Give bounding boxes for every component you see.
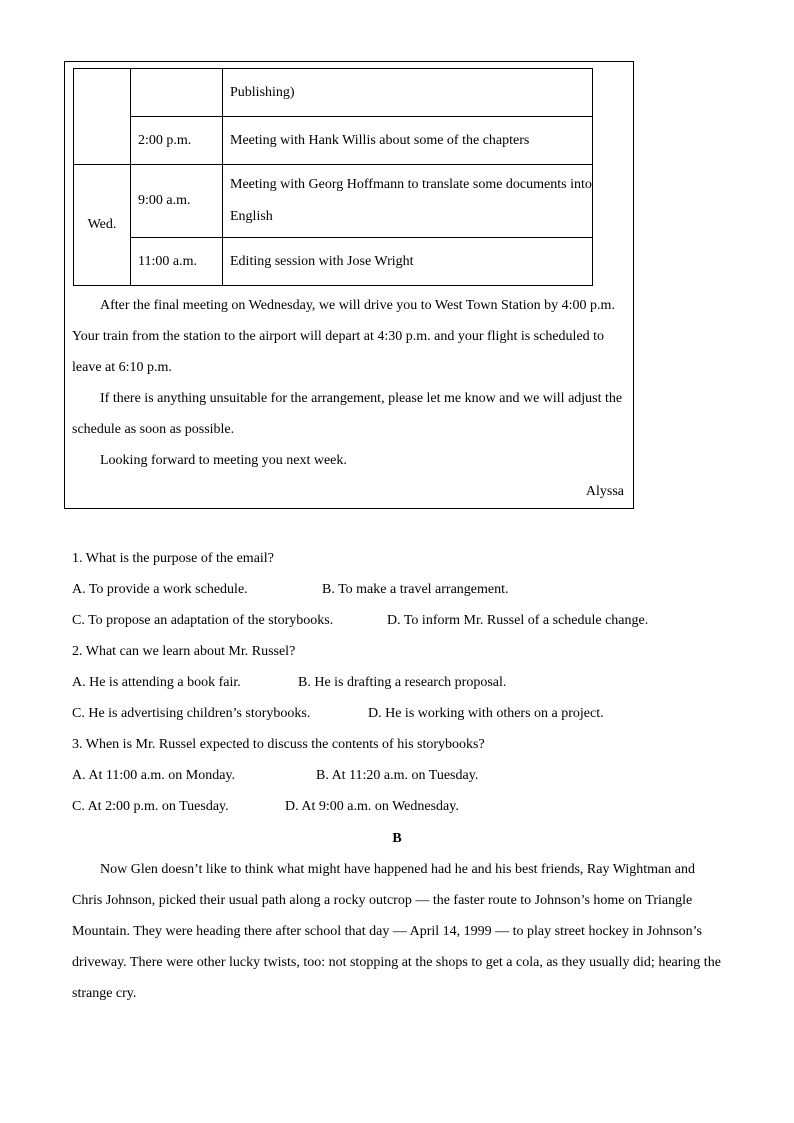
day-cell [74,69,131,165]
option-row [72,791,732,822]
option-c: C. To propose an adaptation of the storybooks. [72,613,334,628]
time-cell: 9:00 a.m. [131,165,223,238]
schedule-row [74,69,593,117]
schedule-row [74,165,593,238]
option-b: B. He is drafting a research proposal. [298,675,507,690]
activity-cell: Publishing) [223,69,593,117]
email-box [64,61,634,509]
option-row [72,698,732,729]
reading-passage [72,854,722,1009]
question-stem: 1. What is the purpose of the email? [72,551,274,566]
option-d: D. At 9:00 a.m. on Wednesday. [285,799,459,814]
option-d: D. He is working with others on a project. [368,706,604,721]
activity-cell: Meeting with Georg Hoffmann to translate some documents into English [223,165,593,238]
question-stem: 2. What can we learn about Mr. Russel? [72,644,296,659]
section-heading: B [392,831,402,846]
option-b: B. At 11:20 a.m. on Tuesday. [316,768,479,783]
schedule-row [74,238,593,286]
email-signature: Alyssa [585,484,624,499]
option-d: D. To inform Mr. Russel of a schedule change. [387,613,649,628]
time-cell: 11:00 a.m. [131,238,223,286]
option-b: B. To make a travel arrangement. [322,582,509,597]
question-list [72,543,732,822]
day-cell: Wed. [74,165,131,286]
time-cell: 2:00 p.m. [131,117,223,165]
time-cell [131,69,223,117]
email-paragraph: After the final meeting on Wednesday, we will drive you to West Town Station by 4:00 p.m. Your train from the station to the airport will depart at 4:30 p.m. and your flight is scheduled to leave at 6:10 p.m. [72,298,615,375]
option-a: A. He is attending a book fair. [72,675,241,690]
schedule-row [74,117,593,165]
activity-cell: Meeting with Hank Willis about some of the chapters [223,117,593,165]
option-row [72,667,732,698]
option-a: A. At 11:00 a.m. on Monday. [72,768,236,783]
passage-paragraph: Now Glen doesn’t like to think what might have happened had he and his best friends, Ray Wightman and Chris Johnson, picked their usual path along a rocky outcrop — the faster route to Johnson’s home on Triangle Mountain. They were heading there after school that day — April 14, 1999 — to play street hockey in Johnson’s driveway. There were other lucky twists, too: not stopping at the shops to get a cola, as they usually did; hearing the strange cry. [72,862,721,1001]
email-paragraph: If there is anything unsuitable for the arrangement, please let me know and we will adjust the schedule as soon as possible. [72,391,623,437]
option-c: C. At 2:00 p.m. on Tuesday. [72,799,229,814]
option-a: A. To provide a work schedule. [72,582,248,597]
activity-cell: Editing session with Jose Wright [223,238,593,286]
option-c: C. He is advertising children’s storybooks. [72,706,311,721]
email-body [72,290,624,507]
schedule-table [73,68,593,286]
email-paragraph: Looking forward to meeting you next week. [100,453,347,468]
question-stem: 3. When is Mr. Russel expected to discuss the contents of his storybooks? [72,737,485,752]
option-row [72,605,732,636]
option-row [72,574,732,605]
option-row [72,760,732,791]
